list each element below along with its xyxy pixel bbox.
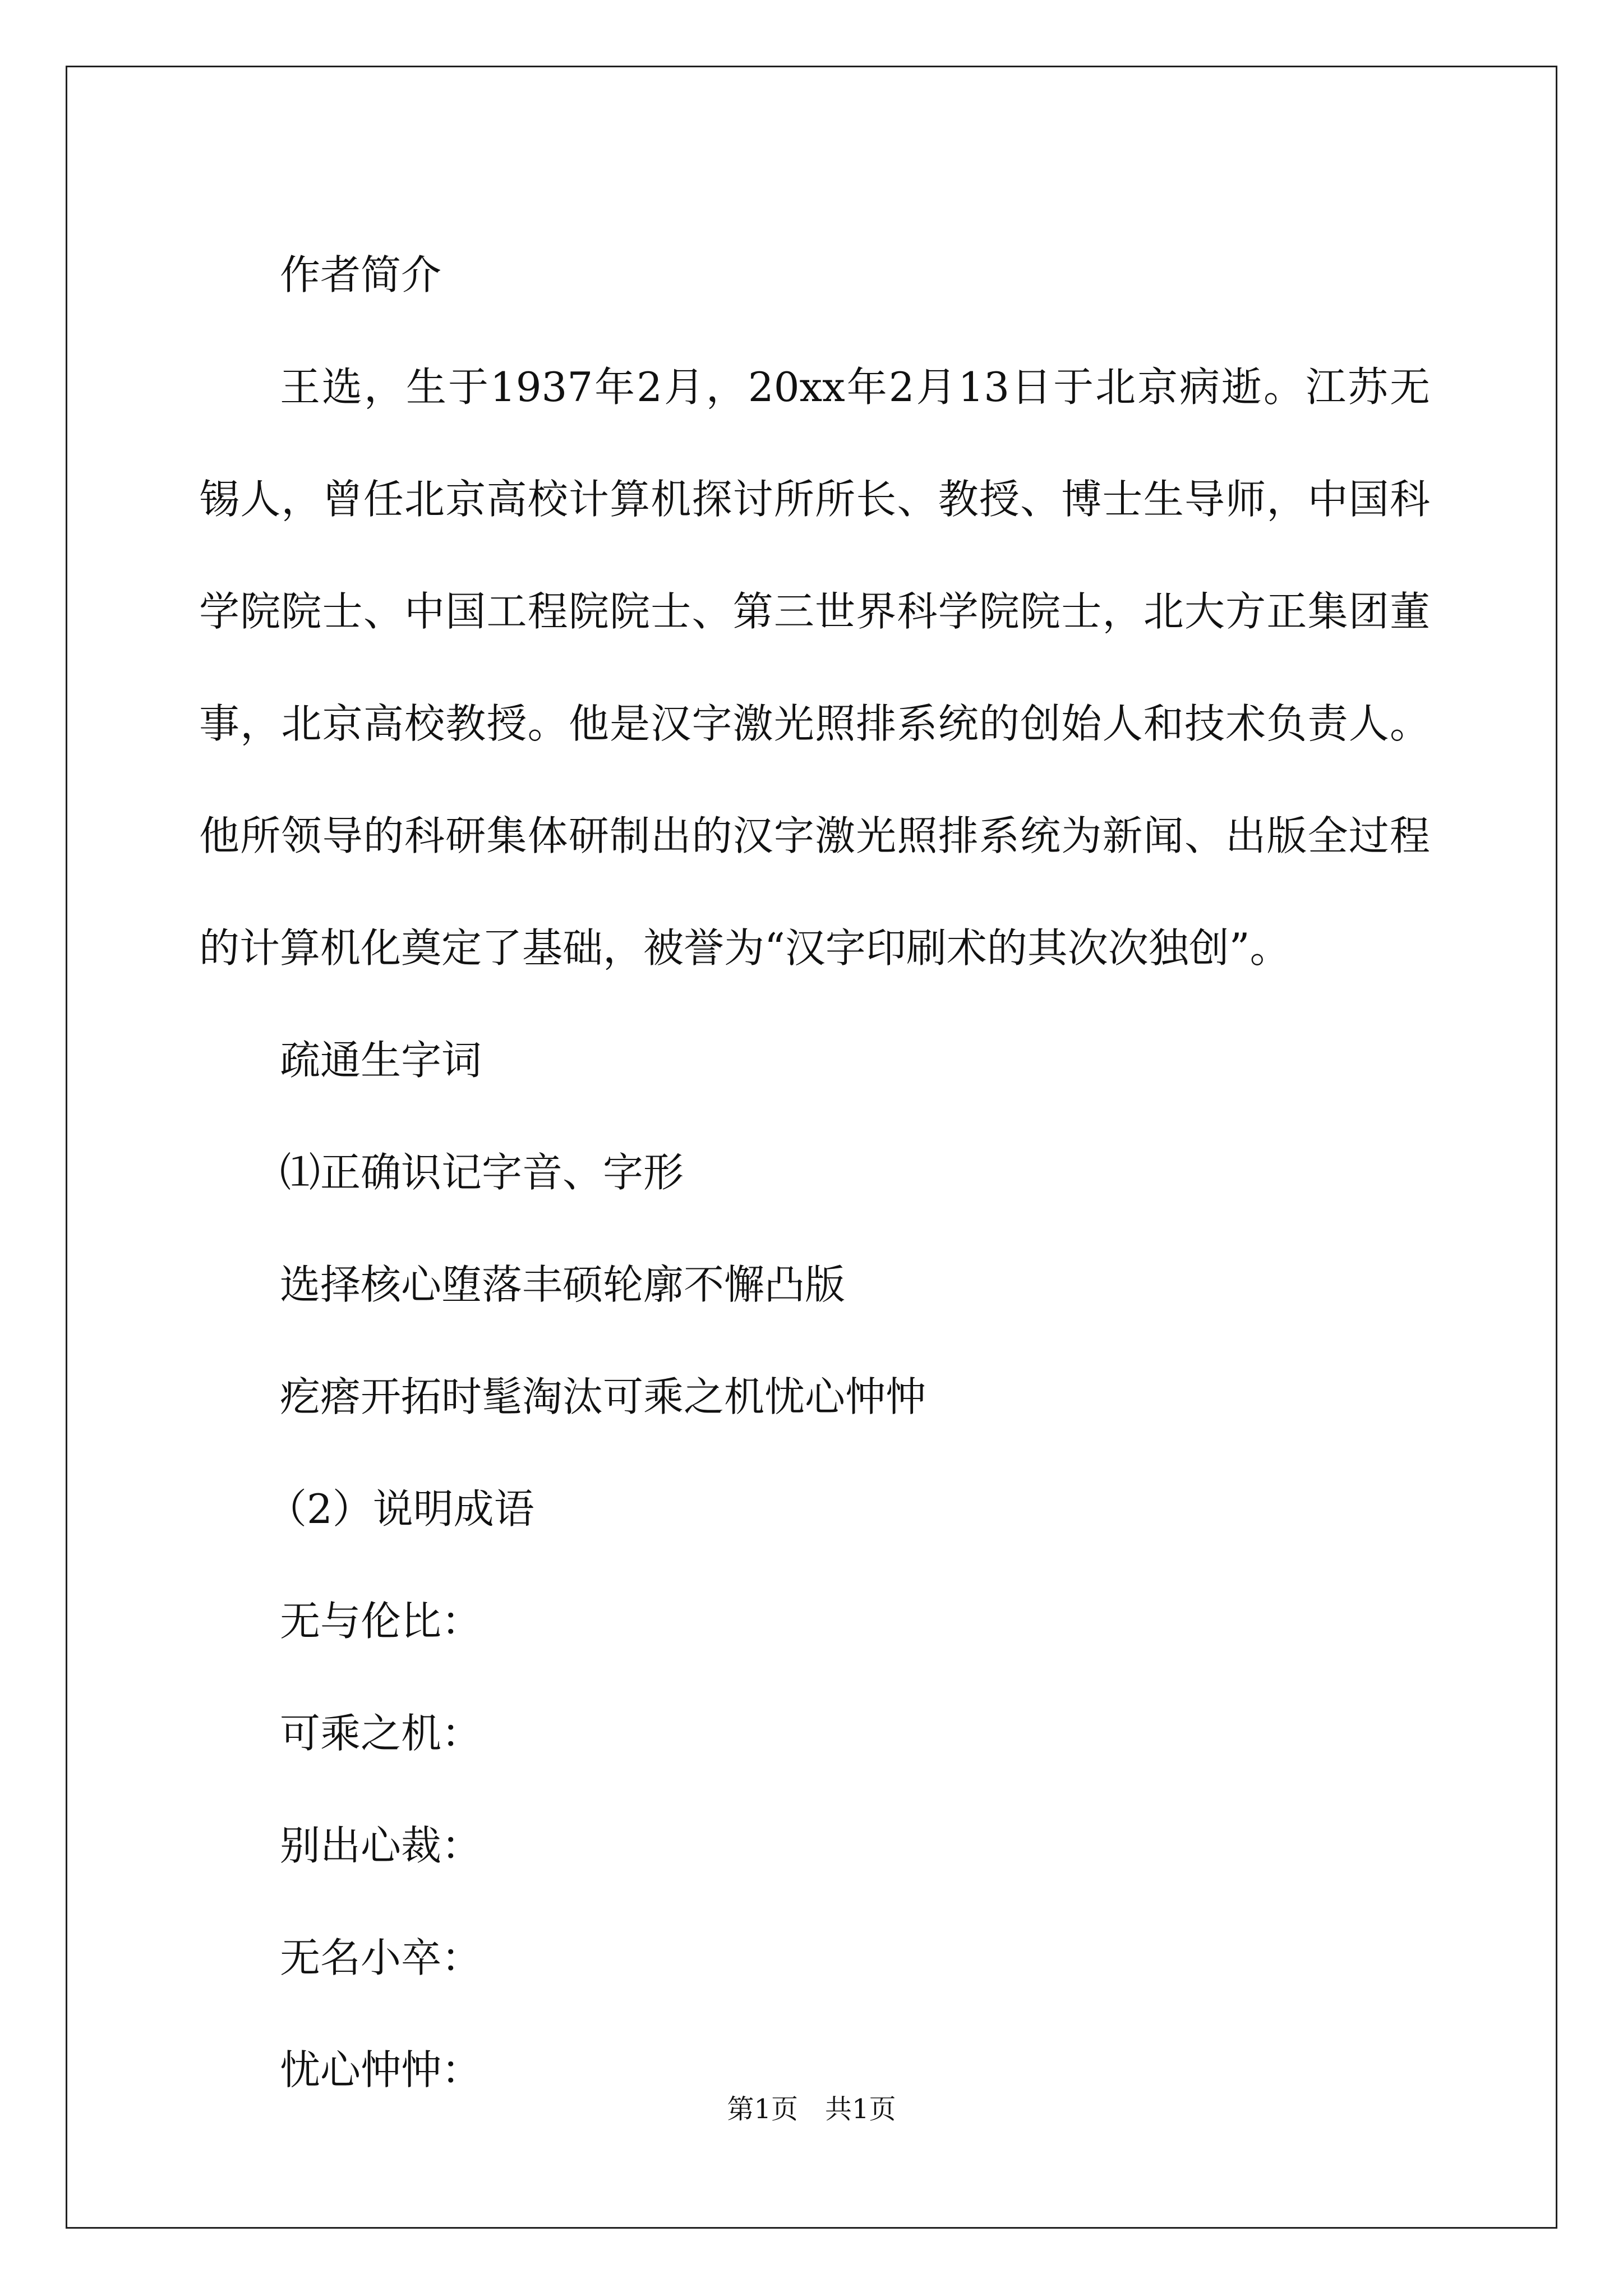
subsection-pronunciation: ⑴正确识记字音、字形 [280, 1149, 684, 1196]
document-body [199, 219, 1430, 2126]
idiom-item: 无名小卒： [280, 1934, 482, 1981]
idiom-item: 忧心忡忡： [280, 2046, 482, 2093]
vocab-words-line-2: 疙瘩开拓时髦淘汰可乘之机忧心忡忡 [280, 1373, 926, 1420]
heading-author-intro: 作者简介 [280, 251, 442, 298]
subsection-idioms: （2）说明成语 [266, 1485, 534, 1533]
vocab-words-line-1: 选择核心堕落丰硕轮廓不懈凸版 [280, 1261, 846, 1308]
idiom-item: 别出心裁： [280, 1822, 482, 1869]
idiom-item: 可乘之机： [280, 1710, 482, 1757]
page-footer: 第1页 共1页 [727, 2093, 896, 2125]
heading-vocabulary: 疏通生字词 [280, 1037, 482, 1084]
author-bio-paragraph: 王选，生于1937年2月，20xx年2月13日于北京病逝。江苏无锡人，曾任北京高校计算机探讨所所长、教授、博士生导师，中国科学院院士、中国工程院院士、第三世界科学院院士，北大方正集团董事，北京高校教授。他是汉字激光照排系统的创始人和技术负责人。他所领导的科研集体研制出的汉字激光照排系统为新闻、出版全过程的计算机化奠定了基础，被誉为“汉字印刷术的其次次独创”。 [199, 364, 1430, 972]
idiom-item: 无与伦比： [280, 1598, 482, 1645]
